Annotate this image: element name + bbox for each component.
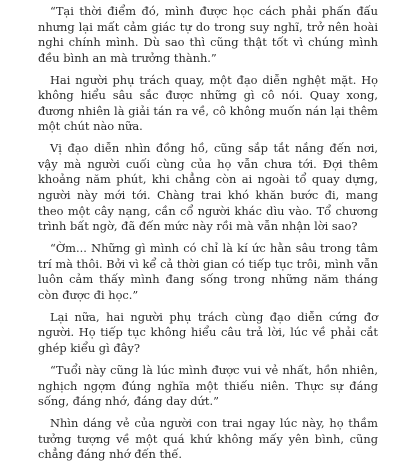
paragraph-1: “Tại thời điểm đó, mình được học cách phải phấn đấu nhưng lại mất cảm giác tự do trong suy nghĩ, trở nên hoài nghi chính mình. Dù sao thì cũng thật tốt vì chúng mình đều bình an mà trưởng thành.” — [38, 4, 378, 65]
paragraph-4: “Ờm... Những gì mình có chỉ là kí ức hằn sâu trong tâm trí mà thôi. Bởi vì kể cả thời gian có tiếp tục trôi, mình vẫn luôn cảm thấy mình đang sống trong những năm tháng còn được đi học.” — [38, 241, 378, 302]
body-text — [38, 4, 378, 469]
paragraph-5: Lại nữa, hai người phụ trách cùng đạo diễn cứng đơ người. Họ tiếp tục không hiểu câu trả lời, lúc về phải cắt ghép kiểu gì đây? — [38, 309, 378, 355]
paragraph-6: “Tuổi này cũng là lúc mình được vui vẻ nhất, hồn nhiên, nghịch ngợm đúng nghĩa một thiếu niên. Thực sự đáng sống, đáng nhớ, đáng day dứt.” — [38, 362, 378, 409]
paragraph-2: Hai người phụ trách quay, một đạo diễn nghệt mặt. Họ không hiểu sâu sắc được những gì cô nói. Quay xong, đương nhiên là giải tán ra về, cô không muốn nán lại thêm một chút nào nữa. — [38, 72, 378, 134]
paragraph-7: Nhìn dáng vẻ của người con trai ngay lúc này, họ thầm tưởng tượng về một quá khứ không mấy yên bình, cũng chẳng đáng nhớ đến thế. — [38, 416, 378, 462]
paragraph-3: Vị đạo diễn nhìn đồng hồ, cũng sắp tắt nắng đến nơi, vậy mà người cuối cùng của họ vẫn chưa tới. Đợi thêm khoảng năm phút, khi chẳng còn ai ngoài tổ quay dựng, người này mới tới. Chàng trai khó khăn bước đi, mang theo một cây nạng, cần cổ người khác dìu vào. Tổ chương trình bất ngờ, đã đến mức này rồi mà vẫn nhận lời sao? — [38, 141, 378, 234]
